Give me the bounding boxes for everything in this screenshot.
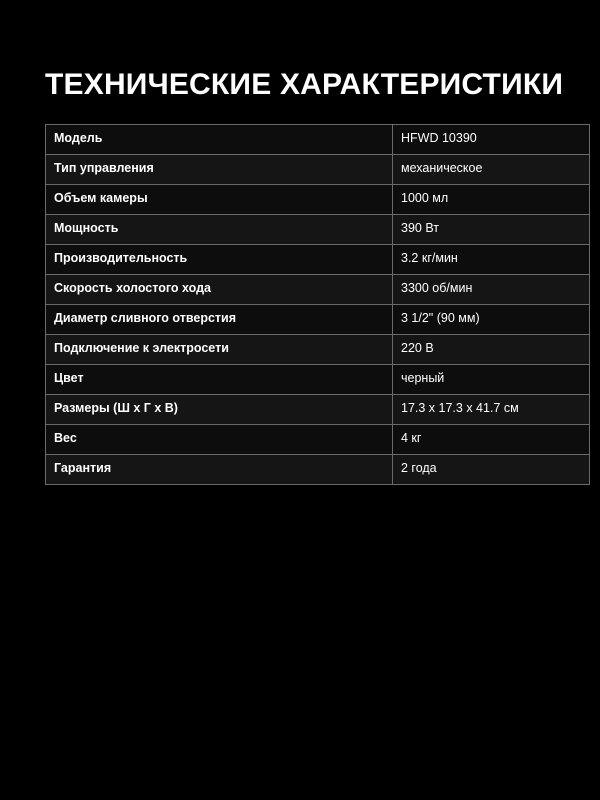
spec-param: Диаметр сливного отверстия xyxy=(46,305,393,335)
spec-value: 1000 мл xyxy=(393,185,590,215)
spec-value: 220 В xyxy=(393,335,590,365)
table-row xyxy=(46,395,590,425)
spec-param: Тип управления xyxy=(46,155,393,185)
spec-value: черный xyxy=(393,365,590,395)
page-title: ТЕХНИЧЕСКИЕ ХАРАКТЕРИСТИКИ xyxy=(45,68,564,101)
spec-value: 3 1/2" (90 мм) xyxy=(393,305,590,335)
spec-value: 4 кг xyxy=(393,425,590,455)
spec-table-container xyxy=(45,124,555,485)
spec-param: Размеры (Ш х Г х В) xyxy=(46,395,393,425)
spec-value: 3300 об/мин xyxy=(393,275,590,305)
spec-param: Мощность xyxy=(46,215,393,245)
spec-table-body xyxy=(46,125,590,485)
spec-value: 17.3 x 17.3 x 41.7 см xyxy=(393,395,590,425)
spec-param: Цвет xyxy=(46,365,393,395)
table-row xyxy=(46,455,590,485)
table-row xyxy=(46,275,590,305)
spec-param: Гарантия xyxy=(46,455,393,485)
spec-param: Объем камеры xyxy=(46,185,393,215)
table-row xyxy=(46,305,590,335)
table-row xyxy=(46,365,590,395)
spec-param: Производительность xyxy=(46,245,393,275)
table-row xyxy=(46,245,590,275)
spec-value: HFWD 10390 xyxy=(393,125,590,155)
table-row xyxy=(46,185,590,215)
spec-value: 390 Вт xyxy=(393,215,590,245)
spec-param: Скорость холостого хода xyxy=(46,275,393,305)
table-row xyxy=(46,425,590,455)
spec-param: Подключение к электросети xyxy=(46,335,393,365)
table-row xyxy=(46,125,590,155)
specifications-table xyxy=(45,124,590,485)
table-row xyxy=(46,335,590,365)
spec-value: 3.2 кг/мин xyxy=(393,245,590,275)
table-row xyxy=(46,215,590,245)
spec-param: Модель xyxy=(46,125,393,155)
spec-param: Вес xyxy=(46,425,393,455)
spec-value: 2 года xyxy=(393,455,590,485)
table-row xyxy=(46,155,590,185)
spec-value: механическое xyxy=(393,155,590,185)
